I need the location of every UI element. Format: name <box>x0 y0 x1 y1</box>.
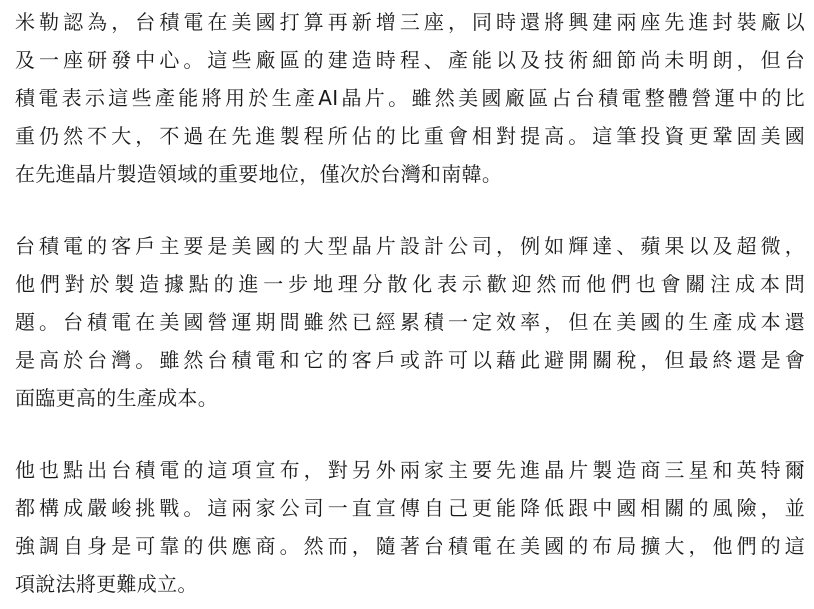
paragraph-line: 都構成嚴峻挑戰。這兩家公司一直宣傳自己更能降低跟中國相關的風險，並 <box>15 496 805 520</box>
paragraph-line: 台積電的客戶主要是美國的大型晶片設計公司，例如輝達、蘋果以及超微， <box>15 234 805 258</box>
paragraph-line: 及一座研發中心。這些廠區的建造時程、產能以及技術細節尚未明朗，但台 <box>15 48 805 72</box>
paragraph-line: 題。台積電在美國營運期間雖然已經累積一定效率，但在美國的生產成本還 <box>15 310 805 334</box>
paragraph-line: 米勒認為，台積電在美國打算再新增三座，同時還將興建兩座先進封裝廠以 <box>15 10 805 34</box>
paragraph-line: 積電表示這些產能將用於生產AI晶片。雖然美國廠區占台積電整體營運中的比 <box>15 86 805 110</box>
paragraph-line: 重仍然不大，不過在先進製程所佔的比重會相對提高。這筆投資更鞏固美國 <box>15 124 805 148</box>
paragraph-line: 面臨更高的生產成本。 <box>15 386 218 410</box>
paragraph-line: 是高於台灣。雖然台積電和它的客戶或許可以藉此避開關稅，但最終還是會 <box>15 348 805 372</box>
paragraph-line: 他們對於製造據點的進一步地理分散化表示歡迎然而他們也會關注成本問 <box>15 272 805 296</box>
paragraph-line: 強調自身是可靠的供應商。然而，隨著台積電在美國的布局擴大，他們的這 <box>15 534 805 558</box>
paragraph-line: 在先進晶片製造領域的重要地位，僅次於台灣和南韓。 <box>15 162 503 186</box>
paragraph-line: 他也點出台積電的這項宣布，對另外兩家主要先進晶片製造商三星和英特爾 <box>15 458 805 482</box>
paragraph-line: 項說法將更難成立。 <box>15 572 198 596</box>
